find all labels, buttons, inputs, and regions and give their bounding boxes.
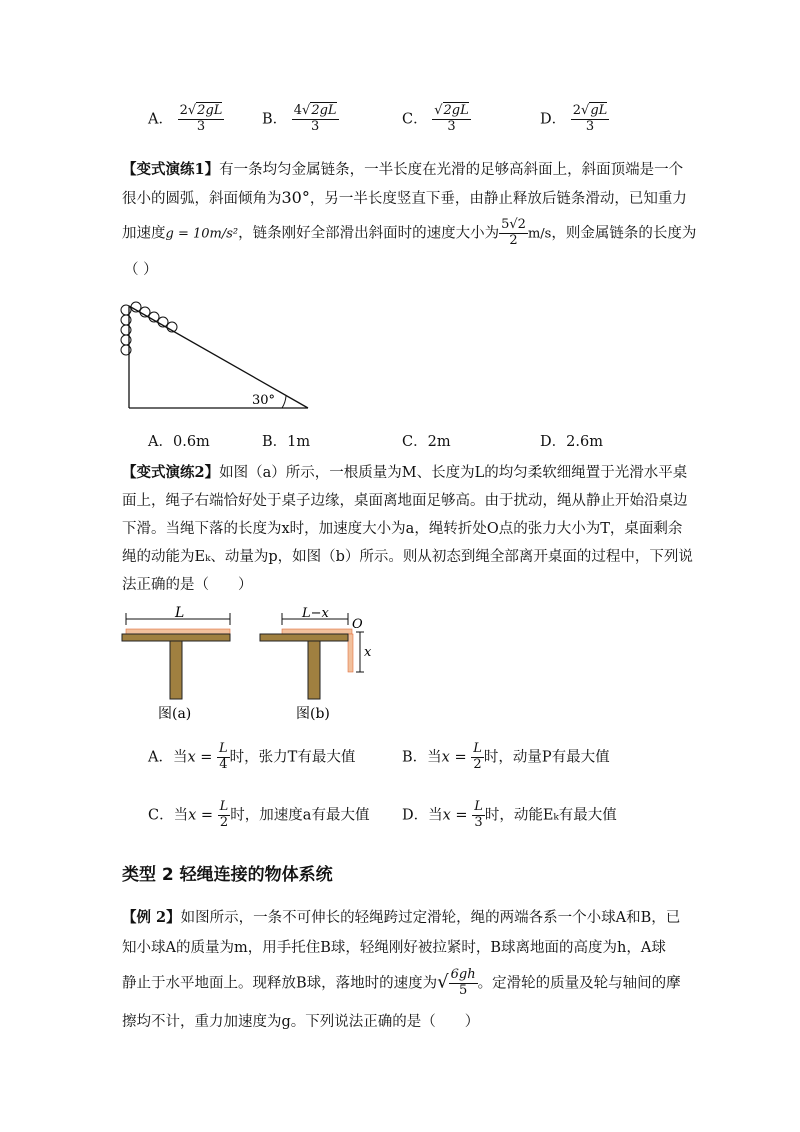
prev-option-b — [262, 104, 339, 135]
rope — [126, 629, 230, 634]
option-fraction: $\frac{2√gL}{3}$ — [572, 103, 608, 134]
figure-a-caption: 图(a) — [158, 706, 192, 722]
rope-table-figure-b — [256, 606, 386, 730]
option-letter: A． — [148, 111, 173, 128]
variant1-option-d: D．2.6m — [540, 434, 603, 450]
table-leg — [308, 641, 320, 699]
remaining-length-label: L−x — [302, 606, 329, 621]
table-top — [260, 634, 348, 641]
figure-b-caption: 图(b) — [296, 706, 330, 722]
example2-line1: 【例 2】如图所示，一条不可伸长的轻绳跨过定滑轮，绳的两端各系一个小球A和B，已 — [122, 909, 681, 926]
variant2-option-d: D．当x = $\frac{L}{3}$ 时，动能Eₖ有最大值 — [402, 799, 617, 830]
rope-table-figure-a — [118, 606, 240, 730]
variant1-option-c: C．2m — [402, 434, 451, 450]
example2-line2: 知小球A的质量为m，用手托住B球，轻绳刚好被拉紧时，B球离地面的高度为h，A球 — [122, 940, 666, 956]
variant1-tag: 【变式演练1】 — [122, 161, 220, 178]
table-top — [122, 634, 230, 641]
option-fraction: $\frac{2√2gL}{3}$ — [179, 103, 223, 134]
incline-figure — [112, 296, 322, 416]
variant1-line3: 加速度g = 10m/s²，链条刚好全部滑出斜面时的速度大小为 $\frac{5√2}{2}$ m/s，则金属链条的长度为 — [122, 217, 697, 248]
prev-option-d — [540, 104, 609, 135]
variant2-line2: 面上，绳子右端恰好处于桌子边缘，桌面离地面足够高。由于扰动，绳从静止开始沿桌边 — [122, 493, 688, 509]
variant2-tag: 【变式演练2】 — [122, 464, 220, 481]
variant1-option-b: B．1m — [262, 434, 311, 450]
variant2-option-a: A．当x = $\frac{L}{4}$ 时，张力T有最大值 — [148, 741, 356, 772]
angle-label: 30° — [252, 393, 276, 408]
prev-option-c — [402, 104, 471, 135]
variant1-option-a: A．0.6m — [148, 434, 210, 450]
option-letter: C． — [402, 111, 428, 128]
table-leg — [170, 641, 182, 699]
option-letter: D． — [540, 111, 567, 128]
section-title: 类型 2 轻绳连接的物体系统 — [122, 865, 333, 885]
variant2-line5: 法正确的是（ ） — [122, 577, 253, 593]
variant1-line2: 很小的圆弧，斜面倾角为30°，另一半长度竖直下垂，由静止释放后链条滑动，已知重力 — [122, 188, 687, 207]
option-fraction: $\frac{√2gL}{3}$ — [434, 103, 469, 134]
example2-line3: 静止于水平地面上。现释放B球，落地时的速度为√ $\frac{6gh}{5}$ 。定滑轮的质量及轮与轴间的摩 — [122, 967, 681, 998]
hanging-length-label: x — [364, 645, 372, 660]
length-label: L — [175, 606, 185, 621]
variant2-line1: 【变式演练2】如图（a）所示，一根质量为M、长度为L的均匀柔软细绳置于光滑水平桌 — [122, 464, 688, 481]
example2-tag: 【例 2】 — [122, 909, 181, 926]
option-letter: B． — [262, 111, 288, 128]
option-fraction: $\frac{4√2gL}{3}$ — [293, 103, 337, 134]
variant1-line1: 【变式演练1】有一条均匀金属链条，一半长度在光滑的足够高斜面上，斜面顶端是一个 — [122, 161, 684, 178]
angle-arc — [282, 396, 286, 408]
prev-option-a — [148, 104, 224, 135]
example2-line4: 擦均不计，重力加速度为g。下列说法正确的是（ ） — [122, 1014, 480, 1030]
section-heading — [122, 860, 333, 885]
variant2-line3: 下滑。当绳下落的长度为x时，加速度大小为a，绳转折处O点的张力大小为T，桌面剩余 — [122, 521, 683, 537]
variant2-option-b: B．当x = $\frac{L}{2}$ 时，动量P有最大值 — [402, 741, 610, 772]
variant2-line4: 绳的动能为Eₖ、动量为p，如图（b）所示。则从初态到绳全部离开桌面的过程中，下列说 — [122, 549, 693, 565]
point-o-label: O — [352, 617, 363, 632]
velocity-fraction: $\frac{5√2}{2}$ — [501, 217, 526, 248]
rope-hanging — [348, 634, 353, 672]
rope-on-table — [282, 629, 352, 634]
variant1-paren: （ ） — [124, 262, 158, 278]
variant2-option-c: C．当x = $\frac{L}{2}$ 时，加速度a有最大值 — [148, 799, 370, 830]
